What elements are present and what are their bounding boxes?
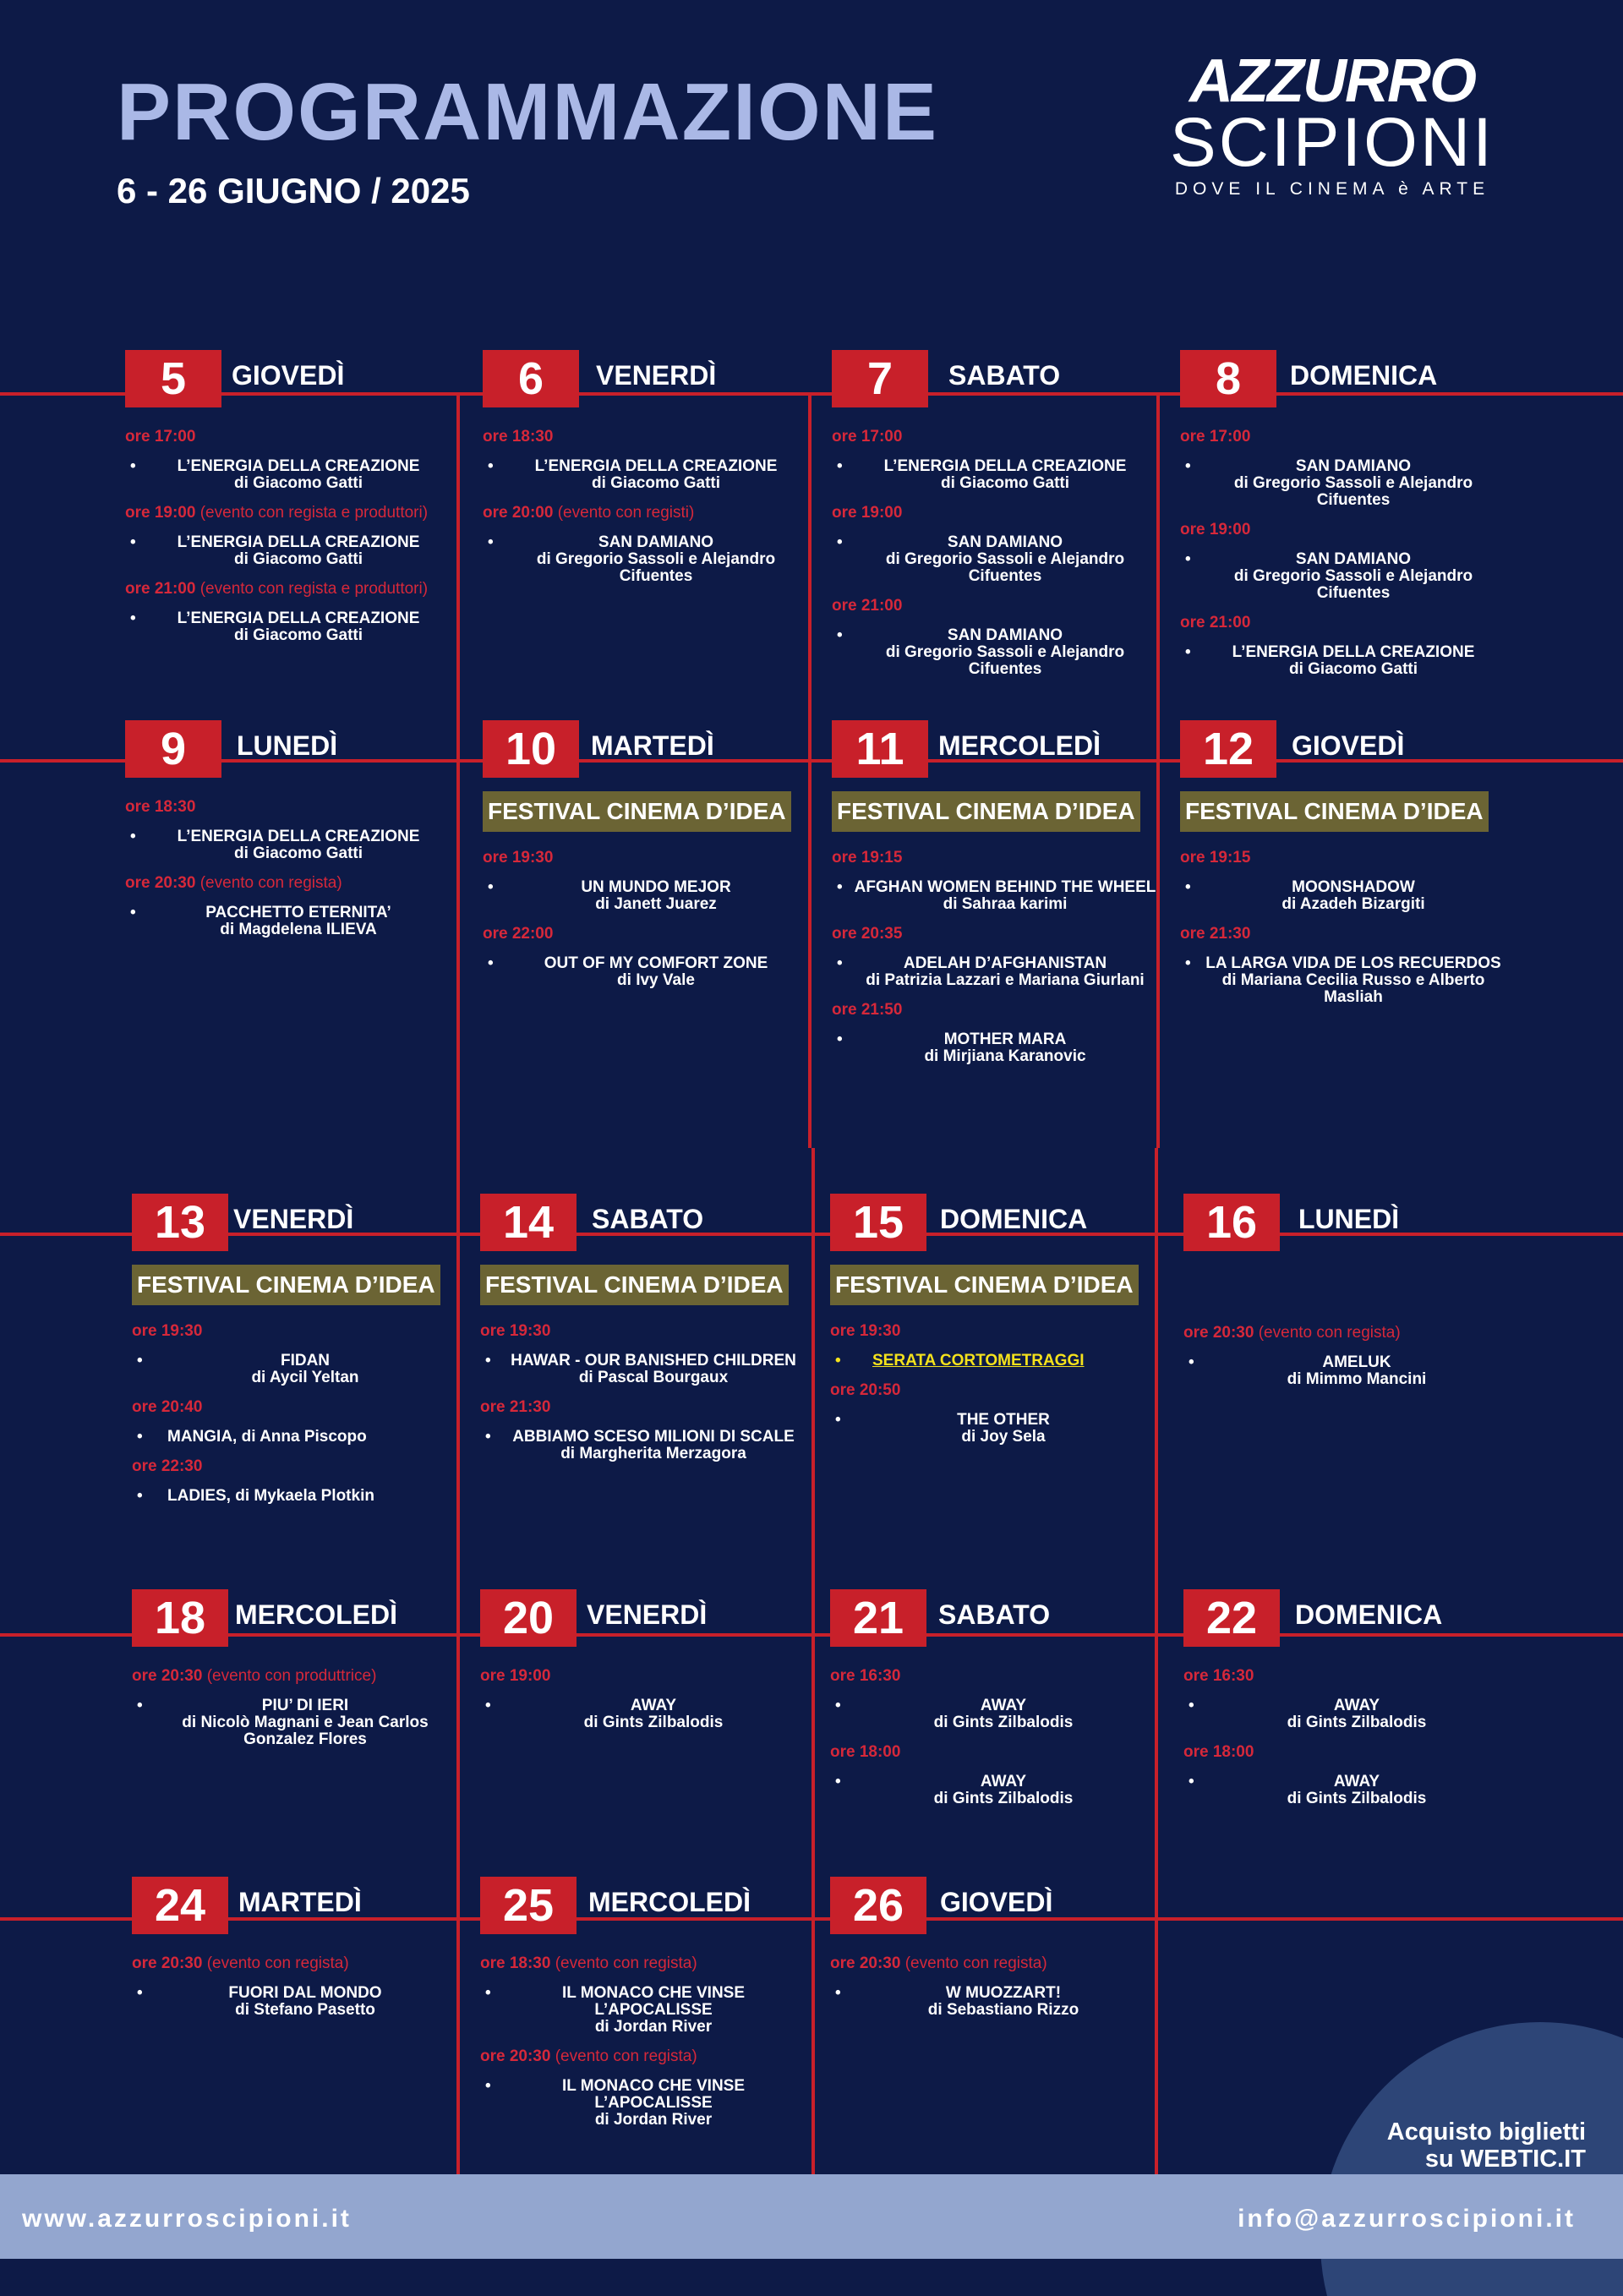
screening-list xyxy=(132,1265,462,1517)
film-director: di Gints Zilbalodis xyxy=(1287,1714,1427,1731)
screening-time: ore 17:00 xyxy=(832,428,903,446)
day-number: 15 xyxy=(830,1194,926,1251)
screening-time: ore 17:00 xyxy=(1180,428,1251,446)
day-number: 13 xyxy=(132,1194,228,1251)
day-number: 24 xyxy=(132,1877,228,1934)
film-title: • ADELAH D’AFGHANISTAN xyxy=(903,954,1107,972)
day-number: 21 xyxy=(830,1589,926,1647)
film-title: • FUORI DAL MONDO xyxy=(228,1984,382,2002)
day-name: MARTEDÌ xyxy=(238,1887,362,1917)
film-title: • SERATA CORTOMETRAGGI xyxy=(872,1352,1085,1369)
day-number: 26 xyxy=(830,1877,926,1934)
film-entry xyxy=(480,1985,810,2036)
film-director: di Giacomo Gatti xyxy=(940,474,1070,492)
event-note: (evento con produttrice) xyxy=(202,1667,377,1685)
film-title: • L’ENERGIA DELLA CREAZIONE xyxy=(177,828,420,845)
tickets-line1: Acquisto biglietti xyxy=(1386,2118,1586,2146)
film-entry xyxy=(830,1774,1160,1807)
screening-time: ore 21:30 xyxy=(1180,925,1251,943)
day-name: SABATO xyxy=(948,360,1061,391)
festival-badge: FESTIVAL CINEMA D’IDEA xyxy=(832,791,1140,832)
festival-badge: FESTIVAL CINEMA D’IDEA xyxy=(1180,791,1489,832)
film-director: di Jordan River xyxy=(594,2111,713,2129)
screening-time: ore 19:30 xyxy=(480,1322,551,1340)
film-title: • OUT OF MY COMFORT ZONE xyxy=(544,954,768,972)
film-director: di Magdelena ILIEVA xyxy=(220,921,377,938)
film-title: • LA LARGA VIDA DE LOS RECUERDOS xyxy=(1205,954,1501,972)
day-name: GIOVEDÌ xyxy=(940,1887,1053,1917)
film-entry xyxy=(125,610,455,644)
film-director: di Mariana Cecilia Russo e Alberto Masliah xyxy=(1221,971,1485,1006)
film-title: • AWAY xyxy=(1333,1773,1380,1790)
day-header xyxy=(132,1877,470,1936)
film-entry xyxy=(483,458,812,492)
tickets-info[interactable] xyxy=(1307,2118,1586,2173)
screening-time: ore 18:00 xyxy=(830,1743,901,1761)
festival-badge: FESTIVAL CINEMA D’IDEA xyxy=(483,791,791,832)
festival-badge: FESTIVAL CINEMA D’IDEA xyxy=(132,1265,440,1305)
day-header xyxy=(830,1194,1168,1253)
screening-time: ore 20:30 (evento con produttrice) xyxy=(132,1667,377,1685)
film-director: di Janett Juarez xyxy=(595,895,717,913)
screening-list xyxy=(132,1660,462,1760)
film-director: di Ivy Vale xyxy=(617,971,695,989)
event-note: (evento con regista e produttori) xyxy=(195,504,429,522)
film-title: • SAN DAMIANO xyxy=(947,533,1063,551)
film-director: di Margherita Merzagora xyxy=(560,1445,746,1462)
screening-time: ore 21:00 xyxy=(832,597,903,615)
day-number: 12 xyxy=(1180,720,1276,778)
film-entry xyxy=(125,905,455,938)
film-entry xyxy=(125,534,455,568)
film-entry xyxy=(1180,879,1510,913)
film-director: di Gints Zilbalodis xyxy=(583,1714,724,1731)
film-title: • AMELUK xyxy=(1322,1353,1391,1371)
festival-badge: FESTIVAL CINEMA D’IDEA xyxy=(830,1265,1139,1305)
film-director: di Nicolò Magnani e Jean Carlos Gonzalez Flores xyxy=(182,1714,429,1748)
screening-list xyxy=(1180,421,1510,690)
screening-time: ore 19:15 xyxy=(832,849,903,866)
day-header xyxy=(125,350,463,409)
film-title: • UN MUNDO MEJOR xyxy=(581,878,731,896)
day-header xyxy=(832,720,1170,779)
film-link[interactable] xyxy=(830,1353,1160,1369)
film-entry xyxy=(1180,644,1510,678)
day-header xyxy=(480,1194,818,1253)
film-director: di Gregorio Sassoli e Alejandro Cifuentes xyxy=(885,550,1125,585)
screening-list xyxy=(480,1948,810,2140)
film-director: di Mimmo Mancini xyxy=(1287,1370,1427,1388)
film-title: • IL MONACO CHE VINSE L’APOCALISSE xyxy=(561,1984,746,2019)
film-director: di Gregorio Sassoli e Alejandro Cifuentes xyxy=(536,550,776,585)
screening-time: ore 17:00 xyxy=(125,428,196,446)
film-director: di Stefano Pasetto xyxy=(235,2001,375,2019)
footer-website-link[interactable]: www.azzurroscipioni.it xyxy=(22,2205,352,2233)
event-note: (evento con regista) xyxy=(550,1954,697,1972)
event-note: (evento con regista) xyxy=(195,874,342,892)
day-name: SABATO xyxy=(592,1204,704,1234)
screening-list xyxy=(1183,1265,1513,1400)
film-entry xyxy=(480,1429,810,1462)
film-entry xyxy=(483,879,812,913)
day-header xyxy=(830,1877,1168,1936)
film-entry xyxy=(832,458,1161,492)
screening-time: ore 18:30 xyxy=(483,428,554,446)
film-title: • L’ENERGIA DELLA CREAZIONE xyxy=(883,457,1127,475)
film-director: di Gregorio Sassoli e Alejandro Cifuentes xyxy=(885,643,1125,678)
event-note: (evento con regista e produttori) xyxy=(195,580,429,598)
film-director: di Jordan River xyxy=(594,2018,713,2036)
film-title: • SAN DAMIANO xyxy=(598,533,714,551)
film-entry xyxy=(132,1985,462,2019)
screening-list xyxy=(480,1660,810,1743)
day-name: MARTEDÌ xyxy=(591,730,714,761)
film-title: • SAN DAMIANO xyxy=(947,626,1063,644)
film-title: • AWAY xyxy=(980,1773,1027,1790)
tickets-line2: su WEBTIC.IT xyxy=(1424,2146,1586,2173)
event-note: (evento con regista) xyxy=(1254,1324,1401,1342)
film-title: • SAN DAMIANO xyxy=(1295,457,1412,475)
day-name: DOMENICA xyxy=(1295,1599,1443,1630)
screening-list xyxy=(1180,791,1510,1018)
film-title: • LADIES, di Mykaela Plotkin xyxy=(167,1487,374,1505)
screening-list xyxy=(830,1265,1160,1457)
screening-time: ore 19:00 xyxy=(1180,521,1251,538)
film-title: • L’ENERGIA DELLA CREAZIONE xyxy=(1232,643,1475,661)
screening-time: ore 20:30 (evento con regista) xyxy=(132,1954,349,1972)
day-name: VENERDÌ xyxy=(587,1599,708,1630)
film-entry xyxy=(1180,551,1510,602)
screening-list xyxy=(132,1948,462,2031)
day-name: MERCOLEDÌ xyxy=(938,730,1101,761)
film-title: • MOTHER MARA xyxy=(943,1030,1067,1048)
film-entry xyxy=(1183,1774,1513,1807)
screening-time: ore 20:30 (evento con regista) xyxy=(1183,1324,1401,1342)
day-number: 16 xyxy=(1183,1194,1280,1251)
film-title: • MANGIA, di Anna Piscopo xyxy=(167,1428,367,1446)
day-name: VENERDÌ xyxy=(233,1204,354,1234)
film-director: di Gints Zilbalodis xyxy=(1287,1790,1427,1807)
event-note: (evento con regista) xyxy=(202,1954,349,1972)
screening-time: ore 18:30 (evento con regista) xyxy=(480,1954,697,1972)
film-entry xyxy=(480,1697,810,1731)
festival-badge: FESTIVAL CINEMA D’IDEA xyxy=(480,1265,789,1305)
day-name: VENERDÌ xyxy=(596,360,717,391)
screening-time: ore 19:15 xyxy=(1180,849,1251,866)
day-header xyxy=(132,1194,470,1253)
film-director: di Giacomo Gatti xyxy=(233,550,363,568)
film-title: • PACCHETTO ETERNITA’ xyxy=(205,904,391,921)
film-director: di Gregorio Sassoli e Alejandro Cifuentes xyxy=(1233,567,1473,602)
film-title: • HAWAR - OUR BANISHED CHILDREN xyxy=(511,1352,796,1369)
day-number: 6 xyxy=(483,350,579,407)
screening-time: ore 19:00 (evento con regista e produttori) xyxy=(125,504,429,522)
screening-list xyxy=(1183,1660,1513,1819)
film-entry xyxy=(832,627,1161,678)
film-title: • AFGHAN WOMEN BEHIND THE WHEEL xyxy=(854,878,1156,896)
film-director: di Gints Zilbalodis xyxy=(933,1790,1074,1807)
logo-line2: SCIPIONI xyxy=(1170,104,1495,181)
screening-time: ore 21:50 xyxy=(832,1001,903,1019)
event-note: (evento con regista) xyxy=(550,2047,697,2065)
screening-list xyxy=(832,791,1161,1077)
day-name: GIOVEDÌ xyxy=(232,360,345,391)
day-header xyxy=(832,350,1170,409)
film-title: • MOONSHADOW xyxy=(1292,878,1415,896)
film-entry xyxy=(1183,1354,1513,1388)
logo-tagline: DOVE IL CINEMA è ARTE xyxy=(1174,179,1490,199)
film-director: di Giacomo Gatti xyxy=(591,474,721,492)
film-director: di Azadeh Bizargiti xyxy=(1281,895,1425,913)
film-entry xyxy=(132,1353,462,1386)
film-title: • L’ENERGIA DELLA CREAZIONE xyxy=(177,533,420,551)
film-title: • L’ENERGIA DELLA CREAZIONE xyxy=(534,457,778,475)
day-number: 25 xyxy=(480,1877,577,1934)
film-entry xyxy=(1183,1697,1513,1731)
day-number: 14 xyxy=(480,1194,577,1251)
day-name: LUNEDÌ xyxy=(1298,1204,1400,1234)
film-director: di Aycil Yeltan xyxy=(251,1369,359,1386)
film-title: • THE OTHER xyxy=(957,1411,1050,1429)
page-title: PROGRAMMAZIONE xyxy=(117,67,938,157)
screening-list xyxy=(832,421,1161,690)
screening-time: ore 22:30 xyxy=(132,1457,203,1475)
screening-list xyxy=(483,791,812,1001)
logo-line1: AZZURRO xyxy=(1189,47,1475,115)
screening-time: ore 19:30 xyxy=(483,849,554,866)
day-header xyxy=(1180,350,1518,409)
film-entry xyxy=(483,534,812,585)
day-name: SABATO xyxy=(938,1599,1051,1630)
screening-time: ore 22:00 xyxy=(483,925,554,943)
film-title: • PIU’ DI IERI xyxy=(261,1697,349,1714)
footer-email-link[interactable]: info@azzurroscipioni.it xyxy=(1238,2205,1576,2233)
day-header xyxy=(1180,720,1518,779)
film-director: di Giacomo Gatti xyxy=(233,474,363,492)
film-entry xyxy=(132,1429,462,1446)
film-director: di Giacomo Gatti xyxy=(1288,660,1418,678)
screening-list xyxy=(830,1948,1160,2031)
date-range: 6 - 26 GIUGNO / 2025 xyxy=(117,171,470,210)
film-title: • ABBIAMO SCESO MILIONI DI SCALE xyxy=(512,1428,795,1446)
day-name: DOMENICA xyxy=(940,1204,1088,1234)
film-entry xyxy=(832,955,1161,989)
film-entry xyxy=(830,1697,1160,1731)
screening-list xyxy=(480,1265,810,1474)
screening-time: ore 16:30 xyxy=(830,1667,901,1685)
screening-time: ore 20:35 xyxy=(832,925,903,943)
film-title: • L’ENERGIA DELLA CREAZIONE xyxy=(177,457,420,475)
event-note: (evento con registi) xyxy=(553,504,695,522)
film-director: di Mirjiana Karanovic xyxy=(924,1047,1086,1065)
screening-list xyxy=(125,421,455,656)
screening-time: ore 20:30 (evento con regista) xyxy=(480,2047,697,2065)
film-title: • W MUOZZART! xyxy=(945,1984,1062,2002)
film-director: di Gregorio Sassoli e Alejandro Cifuentes xyxy=(1233,474,1473,509)
screening-time: ore 21:30 xyxy=(480,1398,551,1416)
screening-time: ore 18:30 xyxy=(125,798,196,816)
day-number: 20 xyxy=(480,1589,577,1647)
film-title: • SAN DAMIANO xyxy=(1295,550,1412,568)
film-entry xyxy=(480,2078,810,2129)
film-director: di Pascal Bourgaux xyxy=(578,1369,729,1386)
screening-time: ore 16:30 xyxy=(1183,1667,1254,1685)
day-name: MERCOLEDÌ xyxy=(235,1599,397,1630)
film-entry xyxy=(832,534,1161,585)
film-title: • AWAY xyxy=(1333,1697,1380,1714)
film-entry xyxy=(483,955,812,989)
film-title: • AWAY xyxy=(630,1697,677,1714)
screening-time: ore 21:00 xyxy=(1180,614,1251,631)
day-name: GIOVEDÌ xyxy=(1292,730,1405,761)
film-director: di Patrizia Lazzari e Mariana Giurlani xyxy=(866,971,1145,989)
day-number: 7 xyxy=(832,350,928,407)
day-number: 5 xyxy=(125,350,221,407)
day-header xyxy=(480,1589,818,1648)
film-entry xyxy=(132,1697,462,1748)
screening-time: ore 19:00 xyxy=(480,1667,551,1685)
screening-time: ore 19:00 xyxy=(832,504,903,522)
film-director: di Sebastiano Rizzo xyxy=(927,2001,1079,2019)
day-header xyxy=(1183,1589,1522,1648)
film-director: di Gints Zilbalodis xyxy=(933,1714,1074,1731)
day-header xyxy=(132,1589,470,1648)
film-entry xyxy=(1180,955,1510,1006)
film-title: • IL MONACO CHE VINSE L’APOCALISSE xyxy=(561,2077,746,2112)
day-number: 9 xyxy=(125,720,221,778)
screening-list xyxy=(830,1660,1160,1819)
screening-time: ore 20:30 (evento con regista) xyxy=(830,1954,1047,1972)
screening-time: ore 20:00 (evento con registi) xyxy=(483,504,695,522)
day-number: 8 xyxy=(1180,350,1276,407)
film-director: di Sahraa karimi xyxy=(943,895,1068,913)
film-entry xyxy=(132,1488,462,1505)
film-entry xyxy=(125,828,455,862)
day-header xyxy=(125,720,463,779)
screening-list xyxy=(483,421,812,597)
film-entry xyxy=(480,1353,810,1386)
day-header xyxy=(480,1877,818,1936)
film-director: di Joy Sela xyxy=(961,1428,1046,1446)
film-director: di Giacomo Gatti xyxy=(233,626,363,644)
day-header xyxy=(1183,1194,1522,1253)
day-number: 22 xyxy=(1183,1589,1280,1647)
day-name: MERCOLEDÌ xyxy=(588,1887,751,1917)
screening-list xyxy=(125,791,455,950)
film-title: • AWAY xyxy=(980,1697,1027,1714)
screening-time: ore 19:30 xyxy=(830,1322,901,1340)
film-title: • L’ENERGIA DELLA CREAZIONE xyxy=(177,610,420,627)
screening-time: ore 19:30 xyxy=(132,1322,203,1340)
film-entry xyxy=(832,1031,1161,1065)
screening-time: ore 20:50 xyxy=(830,1381,901,1399)
day-number: 11 xyxy=(832,720,928,778)
film-entry xyxy=(125,458,455,492)
day-name: DOMENICA xyxy=(1290,360,1438,391)
day-number: 10 xyxy=(483,720,579,778)
day-name: LUNEDÌ xyxy=(237,730,338,761)
film-director: di Giacomo Gatti xyxy=(233,845,363,862)
film-entry xyxy=(830,1985,1160,2019)
screening-time: ore 21:00 (evento con regista e produttori) xyxy=(125,580,429,598)
film-entry xyxy=(1180,458,1510,509)
screening-time: ore 20:30 (evento con regista) xyxy=(125,874,342,892)
film-entry xyxy=(830,1412,1160,1446)
day-number: 18 xyxy=(132,1589,228,1647)
screening-time: ore 18:00 xyxy=(1183,1743,1254,1761)
day-header xyxy=(483,350,821,409)
event-note: (evento con regista) xyxy=(900,1954,1047,1972)
day-header xyxy=(483,720,821,779)
film-title: • FIDAN xyxy=(280,1352,331,1369)
screening-time: ore 20:40 xyxy=(132,1398,203,1416)
day-header xyxy=(830,1589,1168,1648)
film-entry xyxy=(832,879,1161,913)
